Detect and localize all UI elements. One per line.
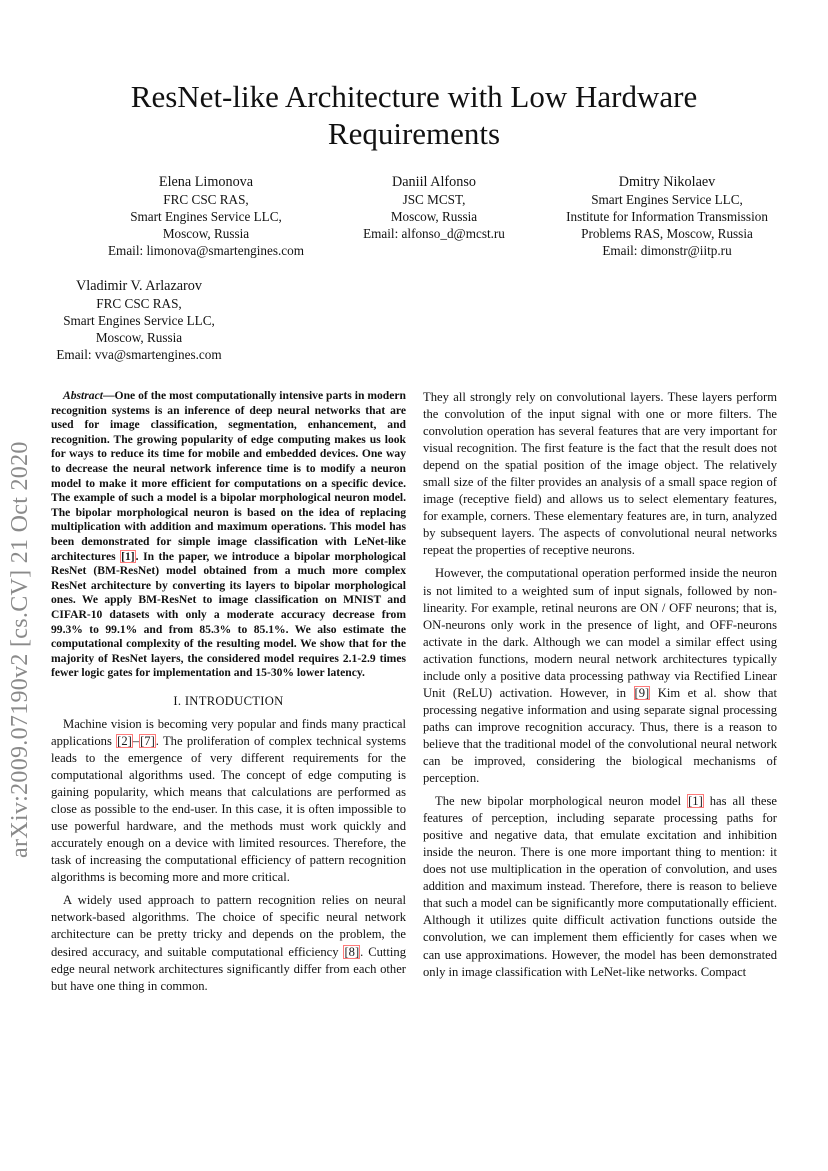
author-email: Email: alfonso_d@mcst.ru — [363, 226, 505, 241]
paragraph-text: Machine vision is becoming very popular and finds many practical applications — [51, 716, 406, 748]
paragraph-text: has all these features of perception, including separate processing paths for positive and negative data, that emulate excitation and inhibition inside the neuron. There is one more important thing to mention: it does not use multiplication in the operation of convolution, and uses addition and maximum instead. Therefore, there is reason to believe that such a model can be significantly more computationally efficient. Although it utilizes quite difficult activation functions outside the convolution, we can implement them efficiently for cases when we can use approximations. However, the model has been demonstrated only in image classification with LeNet-like networks. Compact — [423, 794, 777, 979]
citation-link[interactable]: [2] — [117, 733, 132, 748]
paragraph — [423, 565, 777, 787]
paper-title: ResNet-like Architecture with Low Hardware Requirements — [130, 79, 698, 151]
author-email: Email: dimonstr@iitp.ru — [602, 243, 732, 258]
author-name: Daniil Alfonso — [392, 174, 476, 190]
author-name: Vladimir V. Arlazarov — [76, 278, 202, 294]
citation-link[interactable]: [9] — [634, 685, 650, 700]
author-affiliation: JSC MCST, — [402, 192, 466, 207]
paragraph — [423, 793, 777, 981]
abstract — [51, 389, 406, 681]
author-affiliation: Smart Engines Service LLC, — [63, 313, 215, 328]
author-affiliation: FRC CSC RAS, — [163, 192, 249, 207]
citation-link[interactable]: [1] — [121, 549, 135, 563]
paragraph — [51, 716, 406, 886]
author-affiliation: Smart Engines Service LLC, — [130, 209, 282, 224]
abstract-text: —One of the most computationally intensive parts in modern recognition systems is an inference of deep neural networks that are used for image classification, segmentation, enhancement, and recognition. The growing popularity of edge computing makes us look for ways to reduce its time for mobile and embedded devices. One way to decrease the neural network inference time is to modify a neuron model to make it more efficient for computations on a specific device. The example of such a model is a bipolar morphological neuron model. The bipolar morphological neuron is based on the idea of replacing multiplication with addition and maximum operations. This model has been demonstrated for simple image classification with LeNet-like architectures — [51, 389, 406, 563]
arxiv-identifier-sidebar: arXiv:2009.07190v2 [cs.CV] 21 Oct 2020 — [7, 441, 33, 858]
author-affiliation: Institute for Information Transmission — [566, 209, 768, 224]
author-affiliation: Problems RAS, Moscow, Russia — [581, 226, 753, 241]
author-name: Elena Limonova — [158, 174, 254, 190]
author-name: Dmitry Nikolaev — [618, 174, 716, 190]
abstract-label: Abstract — [63, 389, 103, 402]
left-column — [51, 389, 406, 995]
author-block-2 — [346, 173, 522, 242]
paragraph-text: . Cutting edge neural network architectures significantly differ from each other but have one thing in common. — [51, 944, 406, 993]
author-affiliation: Moscow, Russia — [95, 330, 183, 345]
author-affiliation: Moscow, Russia — [162, 226, 250, 241]
paragraph-text: Kim et al. show that processing negative information and using separate signal processing paths can improve recognition accuracy. Thus, there is a reason to believe that the traditional model of the convolutional neural network can be improved, considering the biological mechanisms of perception. — [423, 685, 778, 786]
author-affiliation: Moscow, Russia — [390, 209, 478, 224]
paragraph-text: The new bipolar morphological neuron model — [435, 794, 688, 809]
paragraph-text: However, the computational operation performed inside the neuron is not limited to a weighted sum of input signals, followed by non-linearity. For example, retinal neurons are ON / OFF neurons; that is, ON-neurons only work in the presence of light, and OFF-neurons activate in the dark. Although we can model a similar effect using activation functions, modern neural network architectures typically include only a positive data processing pathway via Rectified Linear Unit (ReLU) activation. However, in — [423, 566, 777, 700]
author-block-1 — [95, 173, 317, 259]
citation-link[interactable]: [8] — [344, 944, 360, 959]
author-affiliation: FRC CSC RAS, — [96, 296, 182, 311]
paragraph: They all strongly rely on convolutional layers. These layers perform the convolution of the input signal with one or more filters. The convolution operation has several features that are very important for visual recognition. The first feature is the fact that the result does not depend on the spatial position of the image object. The relatively small size of the filter provides an analysis of a small space region of image (receptive field) and allows us to select elementary features, for example, corners. These elementary features are, in turn, analyzed by subsequent layers. The aspects of convolutional neural networks repeat the properties of receptive neurons. — [423, 390, 777, 558]
author-email: Email: vva@smartengines.com — [56, 347, 222, 362]
paragraph-text: – — [132, 733, 140, 748]
paragraph-text: . The proliferation of complex technical systems leads to the emergence of very different requirements for the computational algorithms used. The concept of edge computing is gaining popularity, which means that calculations are performed as close as possible to the end-user. In this case, it is often impossible to use powerful hardware, and the methods must work quickly and accurately enough on a device with limited resources. Therefore, the task of increasing the computational efficiency of pattern recognition algorithms is becoming more and more critical. — [51, 733, 406, 885]
author-block-3 — [552, 173, 782, 259]
section-heading: I. INTRODUCTION — [173, 693, 284, 708]
citation-link[interactable]: [1] — [688, 794, 703, 809]
right-column — [423, 389, 777, 981]
author-block-4 — [44, 277, 234, 363]
paragraph — [51, 892, 406, 994]
abstract-text: . In the paper, we introduce a bipolar morphological ResNet (BM-ResNet) model obtained from a much more complex ResNet architecture by converting its layers to bipolar morphological ones. We apply BM-ResNet to image classification on MNIST and CIFAR-10 datasets with only a moderate accuracy decrease from 99.3% to 99.1% and from 85.3% to 85.1%. We also estimate the computational complexity of the resulting model. We show that for the majority of ResNet layers, the considered model requires 2.1-2.9 times fewer logic gates for implementation and 15-30% lower latency. — [51, 549, 406, 680]
paragraph-text: A widely used approach to pattern recognition relies on neural network-based algorithms. The choice of specific neural network architecture can be pretty tricky and depends on the problem, the desired accuracy, and suitable computational efficiency — [51, 893, 406, 959]
author-email: Email: limonova@smartengines.com — [108, 243, 304, 258]
author-affiliation: Smart Engines Service LLC, — [591, 192, 743, 207]
citation-link[interactable]: [7] — [140, 733, 155, 748]
